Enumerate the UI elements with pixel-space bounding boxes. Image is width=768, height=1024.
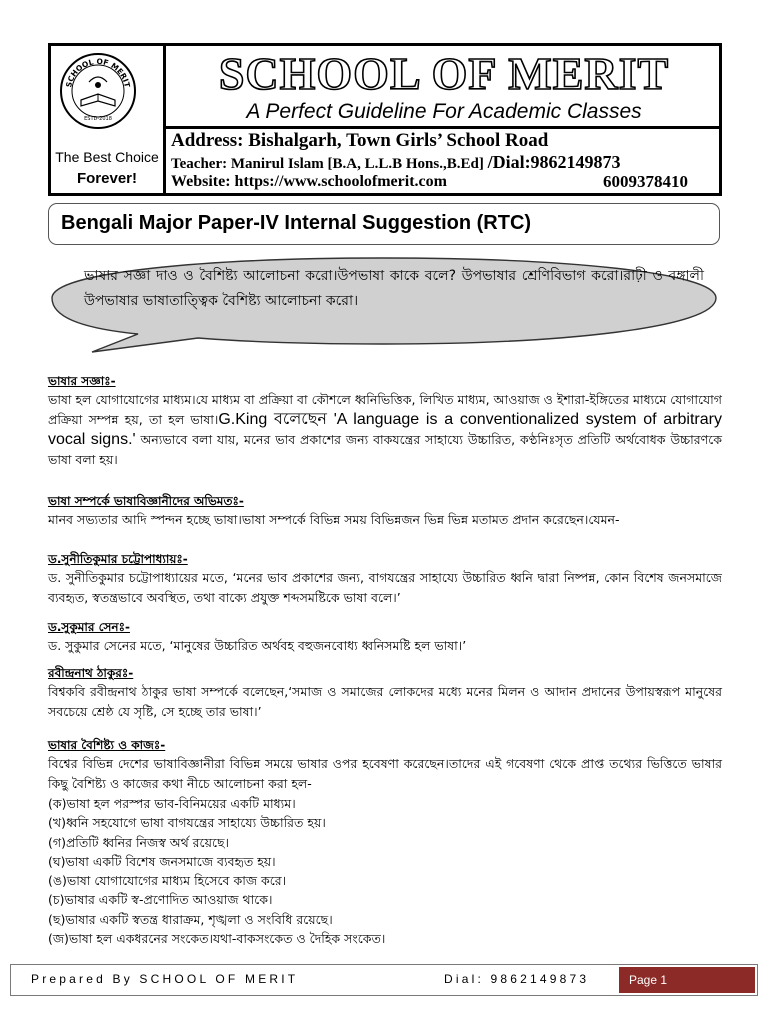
question-text: ভাষার সজ্ঞা দাও ও বৈশিষ্ট্য আলোচনা করো।উপভাষা কাকে বলে? উপভাষার শ্রেণিবিভাগ করো।রাঢ়ী ও বঙ্গালী উপভাষার ভাষাতাত্ত্বিক বৈশিষ্ট্য আলোচনা করো। bbox=[84, 268, 704, 309]
list-item: (ছ)ভাষার একটি স্বতন্ত্র ধারাক্রম, শৃঙ্খলা ও সংবিধি রয়েছে। bbox=[48, 911, 333, 927]
footer-dial: Dial: 9862149873 bbox=[444, 972, 590, 986]
header-dial: /Dial:9862149873 bbox=[487, 152, 621, 172]
list-item: (ক)ভাষা হল পরস্পর ভাব-বিনিময়ের একটি মাধ্যম। bbox=[48, 796, 296, 811]
footer-prepared-by: Prepared By SCHOOL OF MERIT bbox=[31, 972, 299, 986]
school-title: SCHOOL OF MERIT bbox=[218, 48, 670, 99]
paper-title: Bengali Major Paper-IV Internal Suggestion (RTC) bbox=[61, 212, 532, 234]
header-divider bbox=[163, 46, 166, 193]
page-footer bbox=[10, 964, 758, 996]
rabindranath-heading: রবীন্দ্রনাথ ঠাকুরঃ- bbox=[48, 666, 134, 680]
svg-text:ESTD-2018: ESTD-2018 bbox=[84, 116, 112, 122]
suniti-text: ড. সুনীতিকুমার চট্টোপাধ্যায়ের মতে, ‘মনের ভাব প্রকাশের জন্য, বাগযন্ত্রের সাহায্যে উচ্চারিত ধ্বনি দ্বারা নিষ্পন্ন, কোন বিশেষ জনসমাজে ব্যবহৃত, স্বতন্ত্রভাবে অবস্থিত, তথা বাক্যে প্রযুক্ত শব্দসমষ্টিকে ভাষা বলে।’ bbox=[48, 570, 722, 605]
list-item: (জ)ভাষা হল একধরনের সংকেত।যথা-বাকসংকেত ও দৈহিক সংকেত। bbox=[48, 931, 386, 947]
suniti-heading: ড.সুনীতিকুমার চট্টোপাধ্যায়ঃ- bbox=[48, 552, 188, 566]
page-number-badge: Page 1 bbox=[619, 967, 755, 993]
section-suniti bbox=[48, 550, 722, 608]
section-sukumar bbox=[48, 618, 722, 656]
opinions-text: মানব সভ্যতার আদি স্পন্দন হচ্ছে ভাষা।ভাষা সম্পর্কে বিভিন্ন সময় বিভিন্নজন ভিন্ন ভিন্ন মতামত প্রদান করেছেন।যেমন- bbox=[48, 512, 620, 527]
letterhead bbox=[48, 43, 722, 196]
definition-quote: G.King বলেছেন 'A language is a conventionalized system of arbitrary vocal signs.' bbox=[48, 411, 722, 448]
sukumar-heading: ড.সুকুমার সেনঃ- bbox=[48, 620, 130, 634]
tagline-line1: The Best Choice bbox=[55, 149, 159, 165]
sukumar-text: ড. সুকুমার সেনের মতে, ‘মানুষের উচ্চারিত অর্থবহ বহুজনবোধ্য ধ্বনিসমষ্টি হল ভাষা।’ bbox=[48, 638, 467, 653]
teacher-name: Teacher: Manirul Islam [B.A, L.L.B Hons.,B.Ed] bbox=[171, 156, 484, 172]
list-item: (চ)ভাষার একটি স্ব-প্রণোদিত আওয়াজ থাকে। bbox=[48, 892, 273, 908]
address: Address: Bishalgarh, Town Girls’ School Road bbox=[171, 130, 549, 151]
tagline-line2: Forever! bbox=[76, 170, 138, 187]
definition-paragraph bbox=[48, 390, 722, 470]
tagline bbox=[51, 146, 163, 190]
section-opinions bbox=[48, 492, 722, 530]
website-line bbox=[171, 172, 688, 192]
definition-text-3: অন্যভাবে বলা যায়, মনের ভাব প্রকাশের জন্য বাকযন্ত্রের সাহায্যে উচ্চারিত, কণ্ঠনিঃসৃত প্রতিটি অর্থবোধক উচ্চারণকে ভাষা বলা হয়। bbox=[48, 432, 722, 467]
section-features bbox=[48, 736, 722, 948]
section-rabindranath bbox=[48, 664, 722, 722]
website-link[interactable]: Website: https://www.schoolofmerit.com bbox=[171, 173, 447, 190]
list-item: (গ)প্রতিটি ধ্বনির নিজস্ব অর্থ রয়েছে। bbox=[48, 834, 230, 850]
teacher-line bbox=[171, 152, 621, 174]
alt-phone: 6009378410 bbox=[603, 172, 688, 191]
school-subtitle: A Perfect Guideline For Academic Classes bbox=[246, 100, 642, 123]
svg-text:SCHOOL OF MERIT: SCHOOL OF MERIT bbox=[64, 56, 132, 89]
question-bubble bbox=[48, 256, 720, 354]
header-rule bbox=[166, 126, 719, 129]
list-item: (ঙ)ভাষা যোগাযোগের মাধ্যম হিসেবে কাজ করে। bbox=[48, 873, 287, 889]
list-item: (ঘ)ভাষা একটি বিশেষ জনসমাজে ব্যবহৃত হয়। bbox=[48, 853, 276, 869]
logo-area bbox=[51, 46, 163, 193]
list-item: (খ)ধ্বনি সহযোগে ভাষা বাগযন্ত্রের সাহায্যে উচ্চারিত হয়। bbox=[48, 815, 326, 831]
definition-heading: ভাষার সজ্ঞাঃ- bbox=[48, 374, 116, 388]
opinions-heading: ভাষা সম্পর্কে ভাষাবিজ্ঞানীদের অভিমতঃ- bbox=[48, 494, 244, 508]
features-intro: বিশ্বের বিভিন্ন দেশের ভাষাবিজ্ঞানীরা বিভিন্ন সময়ে ভাষার ওপর হবেষণা করেছেন।তাদের এই গবেষণা থেকে প্রাপ্ত তথ্যের ভিত্তিতে ভাষার কিছু বৈশিষ্ট্য ও কাজের কথা নীচে আলোচনা করা হল- bbox=[48, 756, 722, 791]
school-seal-logo bbox=[59, 52, 137, 130]
paper-title-box bbox=[48, 203, 720, 245]
rabindranath-text: বিশ্বকবি রবীন্দ্রনাথ ঠাকুর ভাষা সম্পর্কে বলেছেন,‘সমাজ ও সমাজের লোকদের মধ্যে মনের মিলন ও আদান প্রদানের উপায়স্বরূপ মানুষের সবচেয়ে শ্রেষ্ঠ যে সৃষ্টি, সে হচ্ছে তার ভাষা।’ bbox=[48, 684, 722, 719]
section-definition bbox=[48, 372, 722, 470]
features-list bbox=[48, 794, 722, 948]
features-heading: ভাষার বৈশিষ্ট্য ও কাজঃ- bbox=[48, 738, 166, 752]
definition-text-1: ভাষা হল যোগাযোগের মাধ্যম।যে মাধ্যম বা প্রক্রিয়া বা কৌশলে ধ্বনিভিত্তিক, লিখিত মাধ্যম, আওয়াজ ও ইশারা-ইঙ্গিতের মাধ্যমে যোগাযোগ প্রক্রিয়া সম্পন্ন হয়, তা হল ভাষা। bbox=[48, 392, 722, 427]
